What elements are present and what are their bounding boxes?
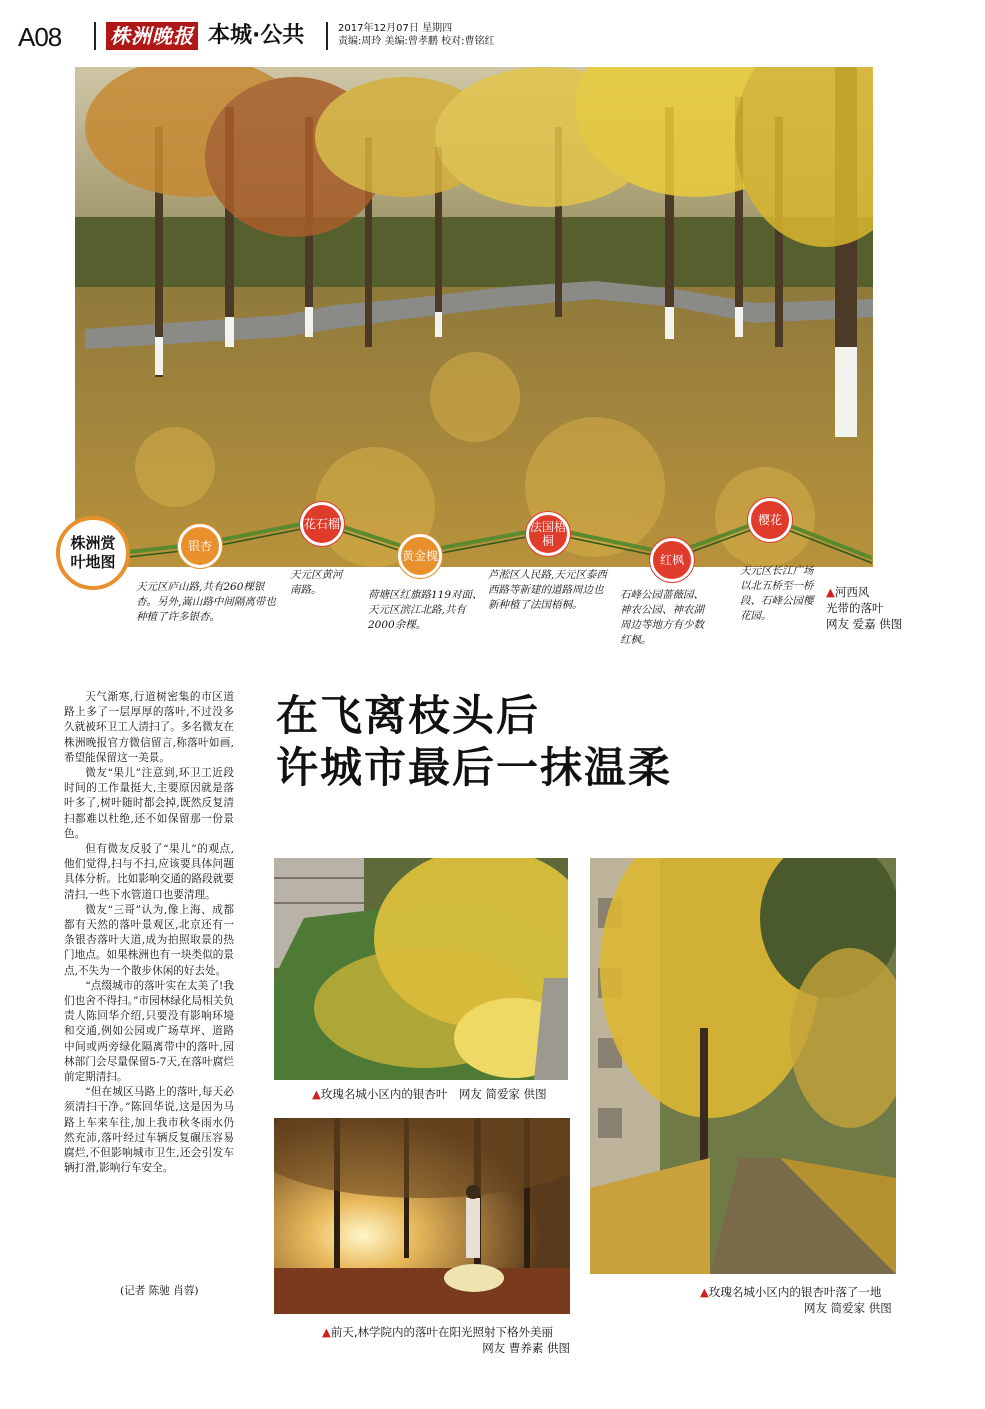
caption-marker: ▲: [312, 1087, 321, 1101]
caption-marker: ▲: [322, 1325, 331, 1339]
map-note-red-maple: 石峰公园蔷薇园、神农公园、神农湖周边等地方有少数红枫。: [620, 589, 704, 646]
section-title: 本城·公共: [208, 23, 305, 48]
ginkgo-courtyard-photo: [274, 858, 568, 1080]
ginkgo-courtyard-caption: ▲玫瑰名城小区内的银杏叶 网友 简爱家 供图: [312, 1087, 547, 1101]
caption-marker: ▲: [700, 1285, 709, 1299]
article-paragraph: 微友“果儿”注意到,环卫工近段时间的工作量挺大,主要原因就是落叶多了,树叶随时都会掉,既然反复清扫都难以杜绝,还不如保留那一份景色。: [64, 767, 234, 840]
caption-marker: ▲: [826, 585, 835, 599]
map-node-golden-locust: 黄金槐: [398, 534, 442, 578]
map-note-pomegranate: 天元区黄河南路。: [290, 569, 343, 596]
ginkgo-path-photo: [590, 858, 896, 1274]
page-number: A08: [18, 22, 62, 52]
map-node-red-maple: 红枫: [650, 538, 694, 582]
map-node-cherry: 樱花: [748, 498, 792, 542]
date-line: 2017年12月07日 星期四: [338, 23, 453, 34]
byline: (记者 陈驰 肖蓉): [120, 1285, 199, 1297]
headline-line-2: 许城市最后一抹温柔: [276, 743, 673, 792]
article-paragraph: 但有微友反驳了“果儿”的观点,他们觉得,扫与不扫,应该要具体问题具体分析。比如影响交通的路段就要清扫,一些下水管道口也要清理。: [64, 843, 234, 901]
map-node-pomegranate: 花石榴: [300, 502, 344, 546]
top-photo-caption: ▲河西风 光带的落叶 网友 爱嘉 供图: [826, 585, 903, 631]
article-paragraph: 天气渐寒,行道树密集的市区道路上多了一层厚厚的落叶,不过没多久就被环卫工人清扫了。多名微友在株洲晚报官方微信留言,称落叶如画,希望能保留这一美景。: [64, 691, 234, 764]
map-node-ginkgo: 银杏: [178, 524, 222, 568]
headline-line-1: 在飞离枝头后: [276, 691, 541, 740]
staff-line: 责编:周玲 美编:曾孝鹏 校对:曹铭红: [338, 36, 495, 47]
top-photo: [75, 67, 873, 567]
map-note-cherry: 天元区长江广场以北五桥至一桥段、石峰公园樱花园。: [740, 565, 814, 622]
header-divider: [326, 22, 328, 50]
header-divider: [94, 22, 96, 50]
map-note-ginkgo: 天元区庐山路,共有260棵银杏。另外,嵩山路中间隔离带也种植了许多银杏。: [136, 581, 276, 623]
forestry-college-photo: [274, 1118, 570, 1314]
article-paragraph: “点缀城市的落叶实在太美了!我们也舍不得扫。”市园林绿化局相关负责人陈回华介绍,只要没有影响环境和交通,例如公园或广场草坪、道路中间或两旁绿化隔离带中的落叶,园林部门会尽量保留5-7天,在落叶腐烂前定期清扫。: [64, 979, 234, 1084]
map-node-plane-tree: 法国梧桐: [526, 512, 570, 556]
forestry-college-caption: ▲前天,林学院内的落叶在阳光照射下格外美丽 网友 曹养素 供图: [322, 1325, 570, 1355]
article-paragraph: 微友“三哥”认为,像上海、成都都有天然的落叶景观区,北京还有一条银杏落叶大道,成为拍照取景的热门地点。如果株洲也有一块类似的景点,不失为一个散步休闲的好去处。: [64, 903, 234, 977]
article-paragraph: “但在城区马路上的落叶,每天必须清扫干净。”陈回华说,这是因为马路上车来车往,加上我市秋冬雨水仍然充沛,落叶经过车辆反复碾压容易腐烂,不但影响城市卫生,还会引发车辆打滑,影响行车安全。: [64, 1086, 234, 1175]
map-note-golden-locust: 荷塘区红旗路119对面、天元区滨江北路,共有2000余棵。: [368, 589, 483, 631]
masthead-logo: 株洲晚报: [106, 22, 198, 50]
header-meta: [338, 22, 494, 48]
map-badge: 株洲赏叶地图: [56, 516, 130, 590]
map-note-plane-tree: 芦淞区人民路,天元区泰西西路等新建的道路周边也新种植了法国梧桐。: [488, 569, 607, 611]
headline: [276, 690, 796, 794]
ginkgo-path-caption: ▲玫瑰名城小区内的银杏叶落了一地 网友 简爱家 供图: [700, 1285, 892, 1315]
article-body: [64, 690, 234, 1177]
